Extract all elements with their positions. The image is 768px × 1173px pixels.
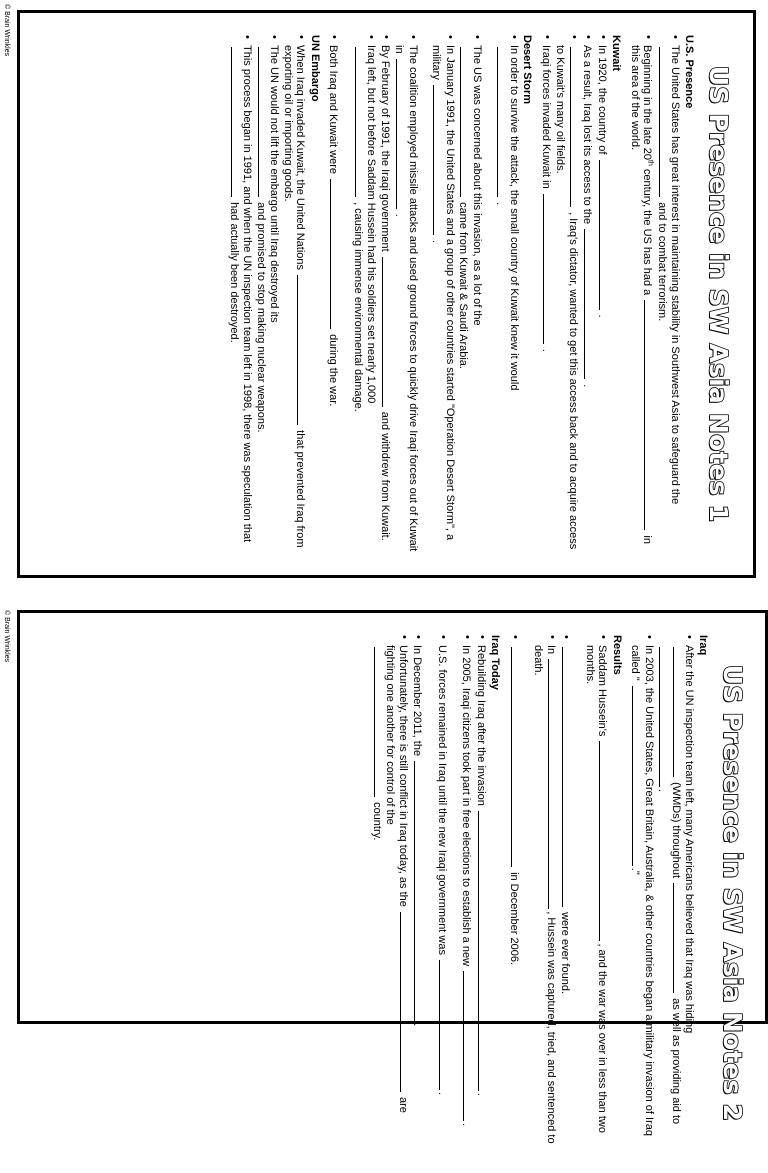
fill-in-blank[interactable]	[439, 960, 449, 1090]
list-item: • Saddam Hussein's , and the war was over in less than two months.	[584, 635, 610, 1151]
fill-in-blank[interactable]	[645, 300, 655, 530]
fill-in-blank[interactable]	[374, 647, 384, 797]
iraq-today-list	[371, 635, 489, 1151]
results-list	[508, 635, 610, 1151]
list-item: • In 2005, Iraqi citizens took part in free elections to establish a new .	[460, 635, 474, 1151]
fill-in-blank[interactable]	[548, 659, 558, 909]
fill-in-blank[interactable]	[660, 647, 670, 787]
list-item: • Iraqi forces invaded Kuwait in .	[540, 35, 554, 553]
list-item: • The UN would not lift the embargo until Iraq destroyed its and promised to stop making nuclear weapons.	[255, 35, 281, 553]
list-item: • In January 1991, the United States and a group of other countries started "Operation Desert Storm", a military .	[430, 35, 456, 553]
list-item: • Unfortunately, there is still conflict in Iraq today, as the are fighting one another for control of the country.	[371, 635, 411, 1151]
list-item: • As a result, Iraq lost its access to the .	[581, 35, 595, 553]
section-heading-iraq-today: Iraq Today	[489, 635, 502, 690]
fill-in-blank[interactable]	[464, 971, 474, 1121]
un-embargo-list	[228, 35, 308, 553]
fill-in-blank[interactable]	[599, 160, 609, 310]
fill-in-blank[interactable]	[659, 47, 669, 197]
fill-in-blank[interactable]	[415, 761, 425, 1021]
fill-in-blank[interactable]	[633, 686, 643, 866]
copyright-credit: © Brain Wrinkles	[3, 4, 10, 57]
list-item: • In 2003, the United States, Great Britain, Australia, & other countries began a military invasion of Iraq called " ."	[629, 635, 655, 1151]
fill-in-blank[interactable]	[461, 47, 471, 197]
fill-in-blank[interactable]	[511, 647, 521, 867]
fill-in-blank[interactable]	[400, 912, 410, 1092]
fill-in-blank[interactable]	[331, 179, 341, 329]
list-item: • This process began in 1991, and when the UN inspection team left in 1998, there was speculation that had actually been destroyed.	[228, 35, 254, 553]
list-item: • When Iraq invaded Kuwait, the United Nations that prevented Iraq from exporting oil or importing goods.	[282, 35, 308, 553]
list-item: • The US was concerned about this invasion, as a lot of the came from Kuwait & Saudi Arabia.	[457, 35, 483, 553]
fill-in-blank[interactable]	[355, 47, 365, 197]
list-item: • The coalition employed missile attacks and used ground forces to quickly drive Iraqi forces out of Kuwait in .	[393, 35, 419, 553]
fill-in-blank[interactable]	[585, 229, 595, 379]
notes-page-1	[17, 10, 756, 578]
notes-page-2	[17, 610, 768, 1144]
list-item: • in December 2006.	[508, 635, 522, 1151]
notes-page-1-content	[20, 13, 753, 575]
fill-in-blank[interactable]	[382, 257, 392, 407]
list-item: • U.S. forces remained in Iraq until the new Iraqi government was .	[436, 635, 450, 1151]
list-item: • In , Hussein was captured, tried, and sentenced to death.	[532, 635, 558, 1151]
list-item: • The United States has great interest in maintaining stability in Southwest Asia to safeguard the and to combat terrorism.	[656, 35, 682, 553]
list-item: • In order to survive the attack, the small country of Kuwait knew it would .	[494, 35, 520, 553]
fill-in-blank[interactable]	[570, 47, 580, 207]
section-heading-kuwait: Kuwait	[610, 35, 623, 72]
list-item: • By February of 1991, the Iraqi government and withdrew from Kuwait.	[379, 35, 393, 553]
fill-in-blank[interactable]	[258, 47, 268, 197]
fill-in-blank[interactable]	[498, 47, 508, 197]
fill-in-blank[interactable]	[478, 811, 488, 1091]
fill-in-blank[interactable]	[600, 741, 610, 941]
section-heading-un-embargo: UN Embargo	[309, 35, 321, 102]
page-title: US Presence in SW Asia Notes 2	[718, 664, 747, 1122]
list-item: • were ever found.	[559, 635, 573, 1151]
fill-in-blank[interactable]	[298, 275, 308, 425]
copyright-credit: © Brain Wrinkles	[3, 610, 10, 663]
list-item: • In December 2011, the .	[411, 635, 425, 1151]
list-item: • In 1920, the country of .	[596, 35, 610, 553]
list-item: • Both Iraq and Kuwait were during the war.	[327, 35, 341, 553]
section-heading-desert-storm: Desert Storm	[521, 35, 534, 105]
fill-in-blank[interactable]	[673, 647, 683, 777]
fill-in-blank[interactable]	[673, 883, 683, 993]
page-title: US Presence in SW Asia Notes 1	[704, 65, 733, 523]
list-item: • Rebuilding Iraq after the invasion .	[475, 635, 489, 1151]
section-heading-iraq: Iraq	[697, 635, 709, 656]
iraq-list	[629, 635, 696, 1151]
fill-in-blank[interactable]	[231, 47, 241, 197]
fill-in-blank[interactable]	[563, 647, 573, 907]
list-item: • After the UN inspection team left, many Americans believed that Iraq was hiding (WMDs) throughout as well as providing aid to .	[656, 635, 696, 1151]
list-item: • , Iraq's dictator, wanted to get this access back and to acquire access to Kuwait's many oil fields.	[554, 35, 580, 553]
section-heading-us-presence: U.S. Presence	[683, 35, 695, 109]
section-heading-results: Results	[611, 635, 623, 675]
kuwait-list	[540, 35, 610, 553]
fill-in-blank[interactable]	[543, 194, 553, 344]
list-item: • Iraq left, but not before Saddam Hussein had his soldiers set nearly 1,000 , causing immense environmental damage.	[352, 35, 378, 553]
desert-storm-list	[327, 35, 520, 553]
fill-in-blank[interactable]	[434, 85, 444, 235]
fill-in-blank[interactable]	[397, 59, 407, 209]
notes-page-2-content	[20, 613, 765, 1173]
us-presence-list	[629, 35, 682, 553]
list-item: • Beginning in the late 20th century, the US has had a in this area of the world.	[629, 35, 655, 553]
